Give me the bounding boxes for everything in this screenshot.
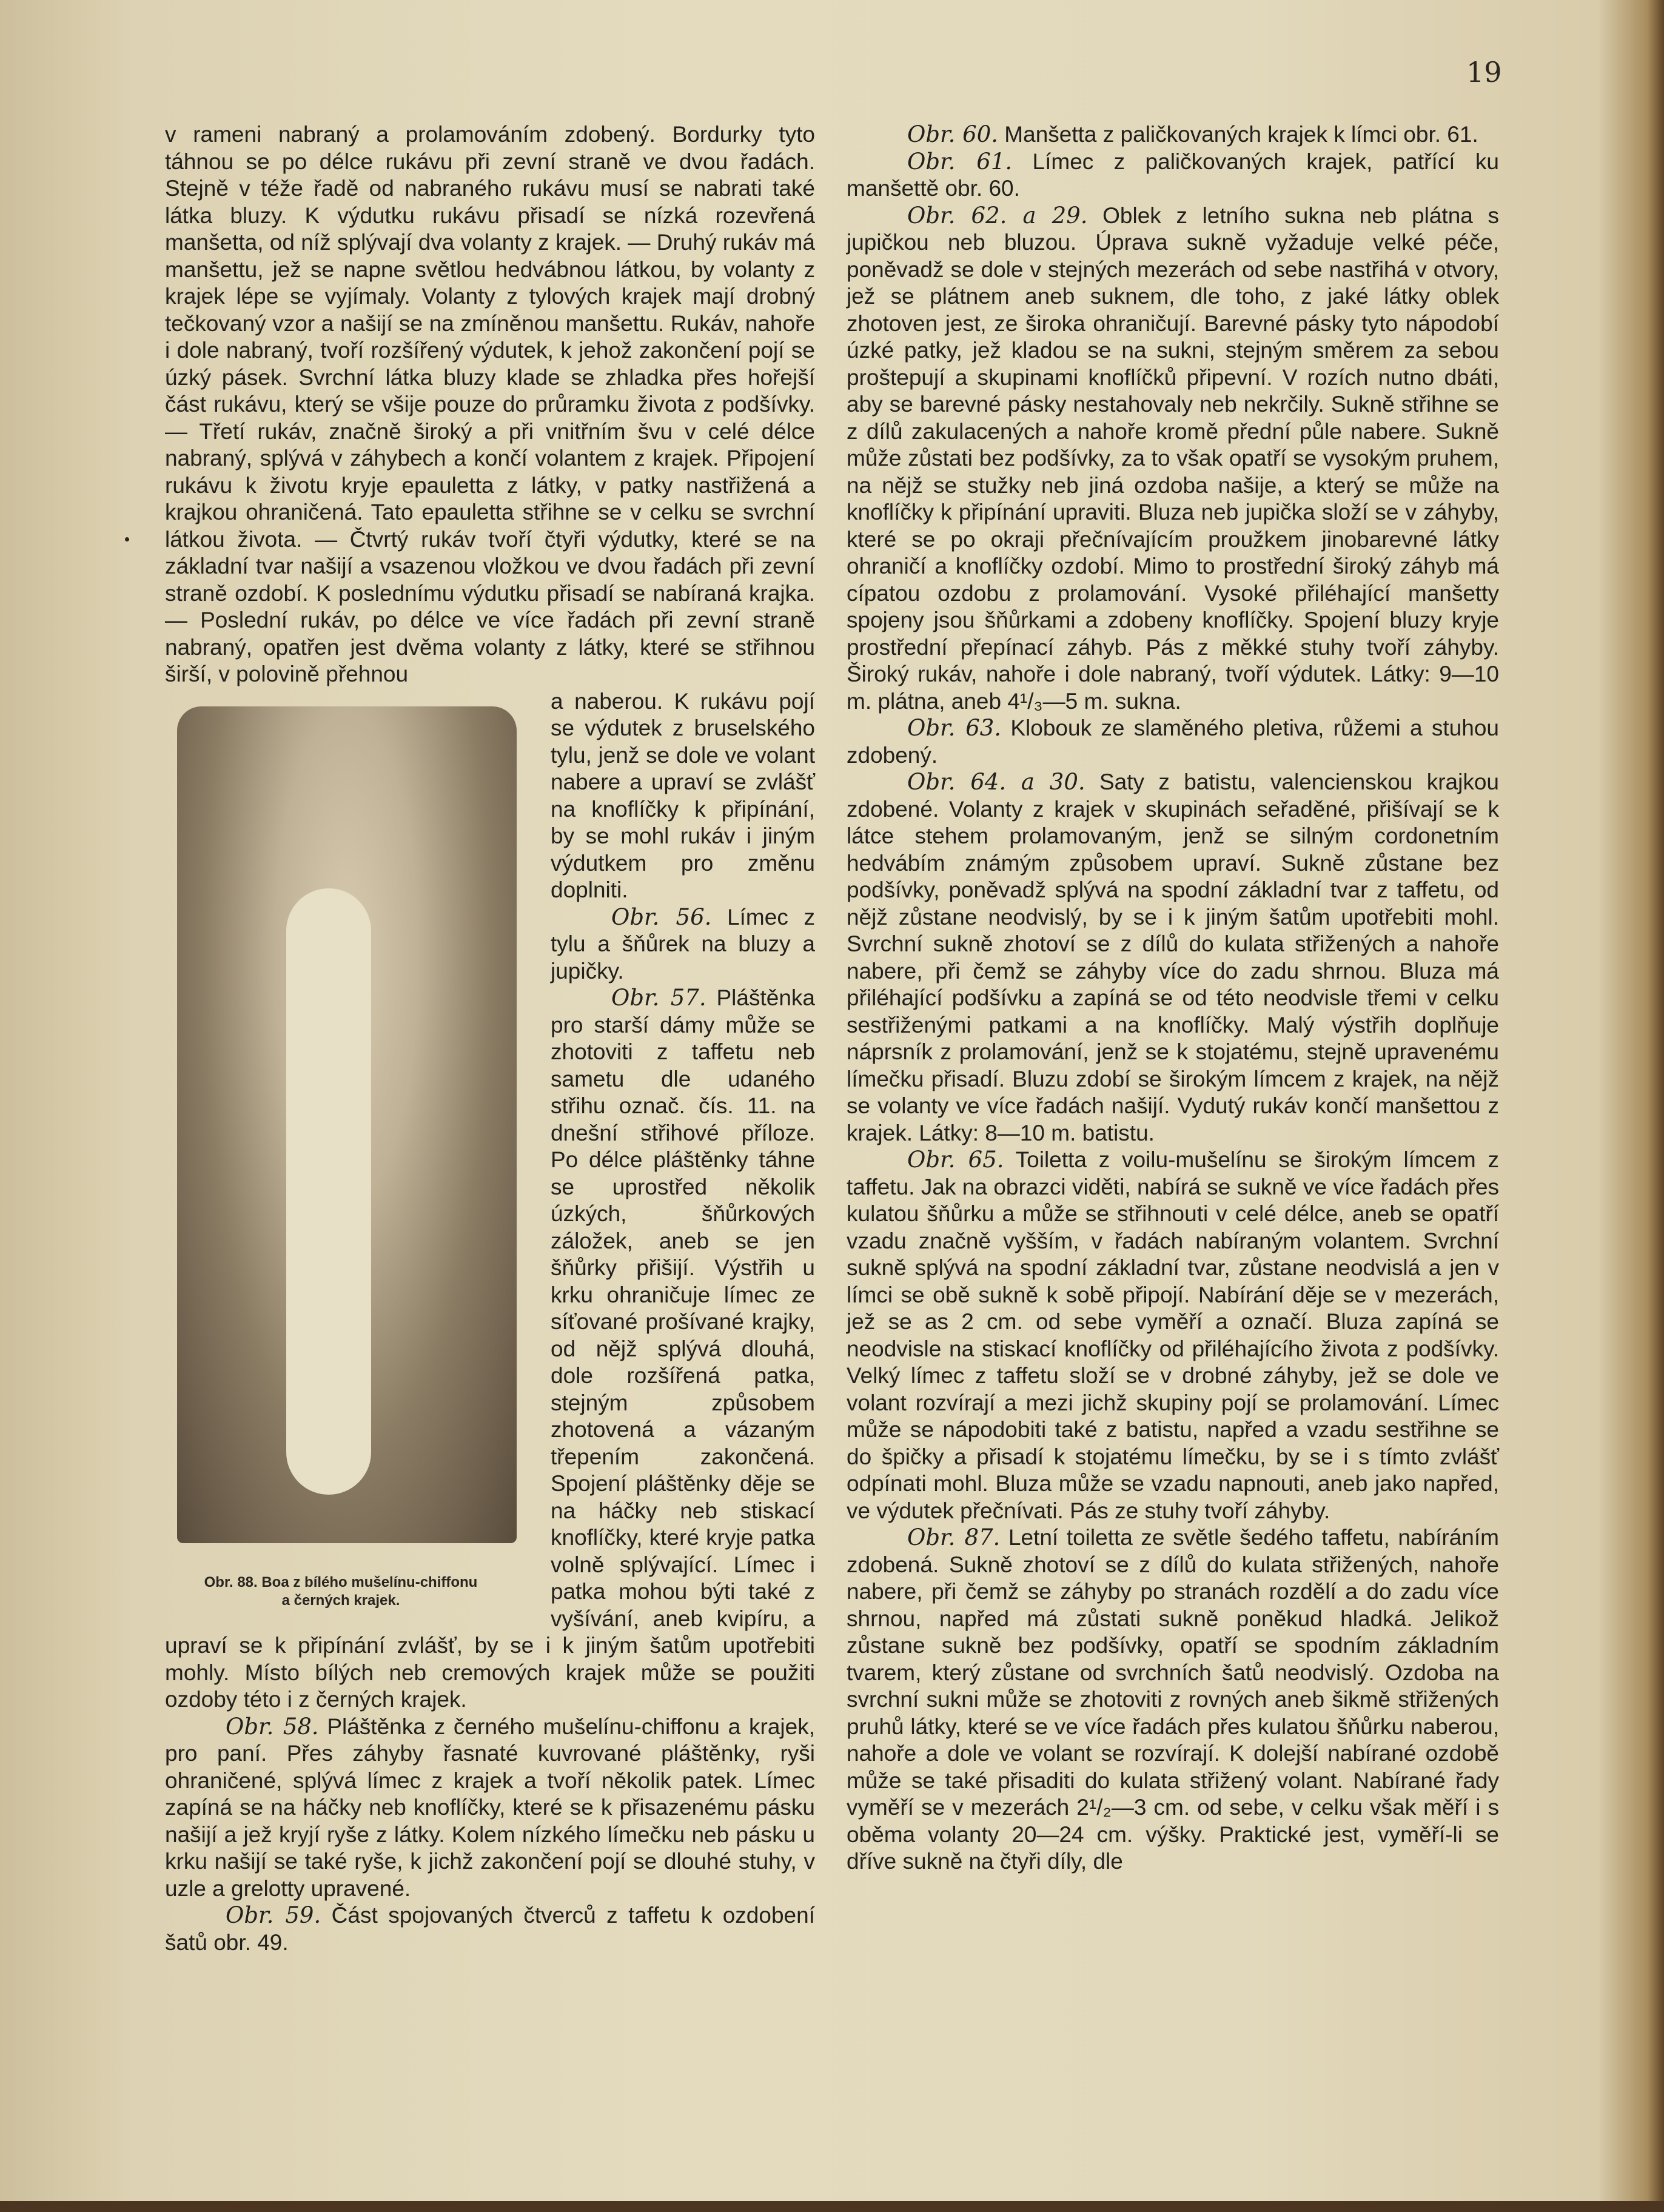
obr-62-text: Oblek z letního sukna neb plátna s jupičkou neb bluzou. Úprava sukně vyžaduje velké péče, poněvadž se dole v stejných mezerách od sebe nastřihá v otvory, jež se plátnem aneb suknem, dle toho, z jaké látky oblek zhotoven jest, ze široka ohraničují. Barevné pásky tyto nápodobí úzké patky, jež kladou se na sukni, stejným směrem za sebou proštepují a skupinami knoflíčků připevní. V rozích nutno dbáti, aby se barevné pásky nestahovaly neb nekrčily. Sukně střihne se z dílů zakulacených a nahoře kromě přední půle nabere. Sukně může zůstati bez podšívky, za to však opatří se vysokým pruhem, na nějž se stužky neb jiná ozdoba našije, a který se může na knoflíčky k připínání upraviti. Bluza neb jupička složí se v záhyby, které se po okraji přečnívajícím proužkem jinobarevné látky ohraničí a knoflíčky ozdobí. Mimo to prostřední široký záhyb má cípatou ozdobu z prolamování. Vysoké přiléhající manšetty spojeny jsou šňůrkami a zdobeny knoflíčky. Spojení bluzy kryje prostřední přepínací záhyb. Pás z měkké stuhy tvoří záhyby. Široký rukáv, nahoře i dole nabraný, tvoří výdutek. Látky: 9—10 m. plátna, aneb 4¹/₃—5 m. sukna. xyxy=(847,203,1500,714)
paragraph-obr-64 xyxy=(847,769,1499,1147)
obr-58-text: Pláštěnka z černého mušelínu-chiffonu a krajek, pro paní. Přes záhyby řasnaté kuvrované pláštěnky, ryši ohraničené, splývá límec z krajek a tvoří několik patek. Límec zapíná se na háčky neb knoflíčky, které se k přisazenému pásku našijí a jež kryjí ryše z látky. Kolem nízkého límečku neb pásku u krku našijí se také ryše, k jichž zakončení pojí se dlouhé stuhy, v uzle a grelotty upravené. xyxy=(165,1714,815,1901)
obr-57-label: Obr. 57. xyxy=(611,985,706,1011)
figure-caption-line1: Obr. 88. Boa z bílého mušelínu-chiffonu xyxy=(204,1574,478,1590)
figure-boa xyxy=(153,688,529,1616)
paragraph-obr-59 xyxy=(165,1902,815,1956)
obr-65-label: Obr. 65. xyxy=(907,1147,1004,1173)
obr-87-label: Obr. 87. xyxy=(907,1524,1001,1550)
paragraph-obr-60 xyxy=(847,121,1499,149)
obr-59-text: Část spojovaných čtverců z taffetu k ozdobení šatů obr. 49. xyxy=(165,1903,815,1955)
left-column xyxy=(165,121,815,1956)
paragraph-obr-87 xyxy=(847,1524,1499,1875)
bottom-edge xyxy=(0,2201,1664,2212)
paragraph-sleeves-cont: a naberou. K rukávu pojí se výdutek z bruselského tylu, jenž se dole ve volant nabere a upraví se zvlášť na knoflíčky k připínání, by se mohl rukáv i jiným výdutkem pro změnu doplniti. xyxy=(551,688,815,902)
gutter-mark xyxy=(125,537,129,541)
obr-63-text: Klobouk ze slaměného pletiva, růžemi a stuhou zdobený. xyxy=(847,716,1499,768)
obr-64-label: Obr. 64. a 30. xyxy=(907,769,1085,795)
obr-63-label: Obr. 63. xyxy=(907,715,1002,741)
paragraph-obr-63 xyxy=(847,715,1499,769)
obr-65-text: Toiletta z voilu-mušelínu se širokým límcem z taffetu. Jak na obrazci viděti, nabírá se sukně ve více řadách přes kulatou šňůrku a může se střihnouti v celé délce, aneb se opatří vzadu značně vyšším, v řadách nabíraným volantem. Svrchní sukně splývá na spodní základní tvar, zůstane neodvislá a jen v límci se obě sukně k sobě připojí. Nabírání děje se v mezerách, jež se as 2 cm. od sebe vyměří a označí. Bluza zapíná se neodvisle na stiskací knoflíčky od přiléhajícího života z podšívky. Velký límec z taffetu složí se v drobné záhyby, jež se dole ve volant rozvírají a mezi jichž skupiny pojí se prolamování. Límec může se nápodobiti také z batistu, napřed a vzadu sestřihne se do špičky a přisadí k stojatému límečku, by se i s tímto zvlášť odpínati mohl. Bluza může se vzadu napnouti, aneb jako napřed, ve výdutek přečnívati. Pás ze stuhy tvoří záhyby. xyxy=(847,1147,1499,1523)
obr-60-label: Obr. 60. xyxy=(907,121,999,147)
obr-59-label: Obr. 59. xyxy=(226,1902,321,1928)
obr-61-label: Obr. 61. xyxy=(907,148,1013,175)
figure-caption xyxy=(153,1574,529,1610)
paragraph-obr-61 xyxy=(847,149,1499,203)
obr-60-text: Manšetta z paličkovaných krajek k límci obr. 61. xyxy=(998,122,1478,147)
obr-87-text: Letní toiletta ze světle šedého taffetu, nabíráním zdobená. Sukně zhotoví se z dílů do kulata střižených, nahoře nabere, při čemž se záhyby po stranách rozdělí a do zadu více shrnou, napřed má zůstati sukně poněkud hladká. Jelikož zůstane sukně bez podšívky, opatří se spodním základním tvarem, který zůstane od svrchních šatů neodvislý. Ozdoba na svrchní sukni může se zhotoviti z rovných aneb šikmě střižených pruhů látky, které se ve více řadách přes kulatou šňůrku naberou, nahoře a dole ve volant se rozvírají. K dolejší nabírané ozdobě může se také přisaditi do kulata střižený volant. Nabírané řady vyměří se v mezerách 2¹/₂—3 cm. od sebe, v celku však měří i s oběma volanty 20—24 cm. výšky. Praktické jest, vyměří-li se dříve sukně na čtyři díly, dle xyxy=(847,1525,1499,1874)
figure-caption-line2: a černých krajek. xyxy=(281,1592,400,1609)
page-number: 19 xyxy=(1466,56,1502,89)
obr-62-label: Obr. 62. a 29. xyxy=(907,202,1088,229)
obr-56-text: Límec z tylu a šňůrek na bluzy a jupičky. xyxy=(551,904,815,984)
obr-64-text: Saty z batistu, valencienskou krajkou zdobené. Volanty z krajek v skupinách seřaděné, přišívají se k látce stehem prolamovaným, jenž se silným cordonetním hedvábím známým způsobem upraví. Sukně zůstane bez podšívky, poněvadž splývá na spodní základní tvar z taffetu, od nějž zůstane neodvislý, by se i k jiným šatům upotřebiti mohl. Svrchní sukně zhotoví se z dílů do kulata střižených a nahoře nabere, při čemž se záhyby více do zadu shrnou. Bluza má přiléhající podšívku a zapíná se od této neodvisle třemi v celku sestřiženými patkami a na knoflíčky. Malý výstřih doplňuje náprsník z prolamování, jenž se k stojatému, stejně upravenému límečku přisadí. Bluzu zdobí se širokým límcem z krajek, na nějž se volanty ve více řadách našijí. Vydutý rukáv končí manšettou z krajek. Látky: 8—10 m. batistu. xyxy=(847,769,1499,1145)
obr-61-text: Límec z paličkovaných krajek, patřící ku manšettě obr. 60. xyxy=(847,149,1499,201)
paragraph-obr-58 xyxy=(165,1714,815,1903)
paragraph-sleeves: v rameni nabraný a prolamováním zdobený. Bordurky tyto táhnou se po délce rukávu při zevní straně ve dvou řadách. Stejně v téže řadě od nabraného rukávu musí se nabrati také látka bluzy. K výdutku rukávu přisadí se nízká rozevřená manšetta, od níž splývají dva volanty z krajek. — Druhý rukáv má manšettu, jež se napne světlou hedvábnou látkou, by volanty z krajek lépe se vyjímaly. Volanty z tylových krajek mají drobný tečkovaný vzor a našijí se na zmíněnou manšettu. Rukáv, nahoře i dole nabraný, tvoří rozšířený výdutek, k jehož zakončení pojí se úzký pásek. Svrchní látka bluzy klade se zhladka přes hořejší část rukávu, který se všije pouze do průramku života z podšívky. — Třetí rukáv, značně široký a při vnitřním švu v celé délce nabraný, splývá v záhybech a končí volantem z krajek. Připojení rukávu k životu kryje epauletta z látky, v patky nastřižená a krajkou ohraničená. Tato epauletta střihne se v celku se svrchní látkou života. — Čtvrtý rukáv tvoří čtyři výdutky, které se na základní tvar našijí a vsazenou vložkou ve dvou řadách při zevní straně ozdobí. K poslednímu výdutku přisadí se nabíraná krajka. — Poslední rukáv, po délce ve více řadách při zevní straně nabraný, opatřen jest dvěma volanty z látky, které se střihnou širší, v polovině přehnou xyxy=(165,122,815,686)
paragraph-obr-65 xyxy=(847,1147,1499,1524)
obr-57-text: Pláštěnka pro starší dámy může se zhotoviti z taffetu neb sametu dle udaného střihu označ. čís. 11. na dnešní střihové příloze. Po délce pláštěnky táhne se uprostřed několik úzkých, šňůrkových záložek, aneb se jen šňůrky přišijí. Výstřih u krku ohraničuje límec ze síťované prošívané krajky, od nějž splývá dlouhá, dole rozšířená patka, stejným způsobem zhotovená a vázaným třepením zakončená. Spojení pláštěnky děje se na háčky neb stiskací knoflíčky, které kryje patka volně splývající. Límec i patka mohou býti také z vyšívání, aneb kvipíru, a upraví se k připínání zvlášť, by se i k jiným šatům upotřebiti mohly. Místo bílých neb cremových krajek může se použiti ozdoby této i z černých krajek. xyxy=(165,985,815,1712)
obr-58-label: Obr. 58. xyxy=(226,1713,319,1740)
boa-illustration xyxy=(177,706,517,1543)
right-column xyxy=(847,121,1499,1875)
obr-56-label: Obr. 56. xyxy=(611,903,712,930)
paragraph-obr-62 xyxy=(847,203,1499,716)
